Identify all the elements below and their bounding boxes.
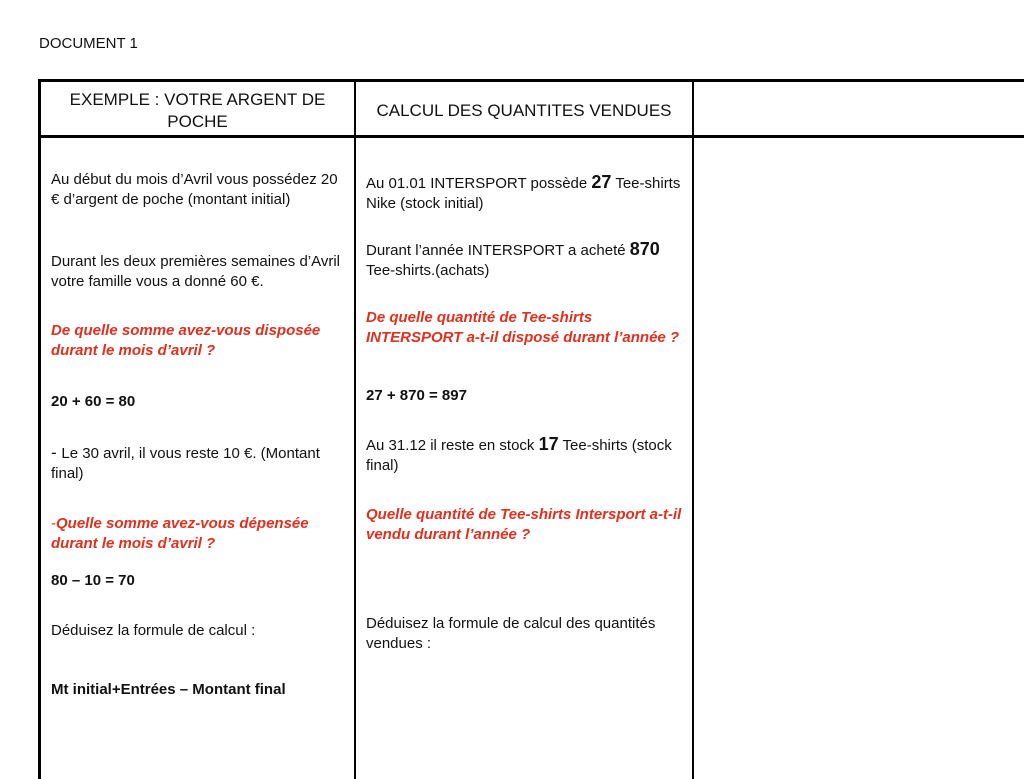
- initial-stock-value: 27: [591, 172, 612, 192]
- question-spent-label: Quelle somme avez-vous dépensée durant le mois d’avril ?: [51, 515, 309, 552]
- final-stock-suffix: Tee-shirts (stock final): [366, 437, 672, 474]
- deduce-quantity-formula-text: Déduisez la formule de calcul des quantités vendues :: [366, 615, 656, 652]
- bullet-dash: -: [51, 515, 56, 532]
- answer-total-available: 20 + 60 = 80: [51, 393, 136, 410]
- header-quantities-sold: CALCUL DES QUANTITES VENDUES: [376, 101, 672, 120]
- answer-spent: 80 – 10 = 70: [51, 572, 135, 589]
- purchases-text: [366, 239, 688, 281]
- document-label: DOCUMENT 1: [39, 35, 138, 52]
- initial-stock-label: Au 01.01 INTERSPORT possède: [366, 175, 592, 192]
- answer-total-quantity: 27 + 870 = 897: [366, 387, 467, 404]
- question-total-quantity: De quelle quantité de Tee-shirts INTERSPORT a-t-il disposé durant l’année ?: [366, 309, 680, 346]
- purchases-value: 870: [629, 239, 660, 259]
- initial-amount-text: Au début du mois d’Avril vous possédez 20 € d’argent de poche (montant initial): [51, 171, 338, 208]
- header-empty: [694, 86, 1024, 136]
- final-amount-label: Le 30 avril, il vous reste 10 €. (Montant final): [51, 445, 320, 482]
- question-total-available: De quelle somme avez-vous disposée durant le mois d’avril ?: [51, 322, 321, 359]
- final-amount-text: [51, 443, 349, 484]
- deduce-formula-text: Déduisez la formule de calcul :: [51, 622, 256, 639]
- final-stock-value: 17: [538, 434, 559, 454]
- purchases-label: Durant l’année INTERSPORT a acheté: [366, 242, 630, 259]
- bullet-dash: -: [51, 443, 62, 462]
- question-spent: [51, 514, 349, 554]
- initial-stock-text: [366, 172, 688, 214]
- header-pocket-money: EXEMPLE : VOTRE ARGENT DE POCHE: [69, 90, 326, 131]
- formula-result: Mt initial+Entrées – Montant final: [51, 681, 286, 698]
- question-quantity-sold: Quelle quantité de Tee-shirts Intersport a-t-il vendu durant l’année ?: [366, 506, 682, 543]
- initial-stock-suffix: Tee-shirts Nike (stock initial): [366, 175, 681, 212]
- family-gift-text: Durant les deux premières semaines d’Avril votre famille vous a donné 60 €.: [51, 253, 341, 290]
- final-stock-label: Au 31.12 il reste en stock: [366, 437, 539, 454]
- column-empty: [694, 138, 1024, 768]
- final-stock-text: [366, 434, 688, 476]
- column-divider-1: [354, 79, 356, 779]
- purchases-suffix: Tee-shirts.(achats): [366, 262, 490, 279]
